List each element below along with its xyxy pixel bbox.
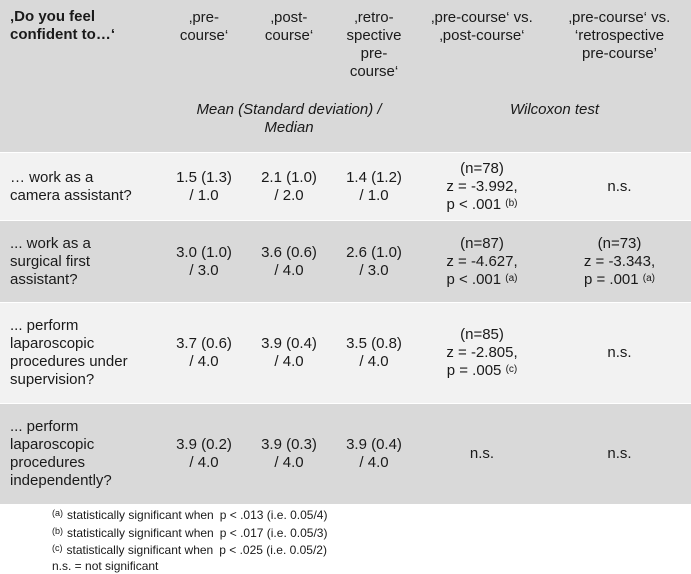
- table-row: [0, 404, 691, 504]
- header-pre-course: ‚pre- course‘: [162, 9, 246, 49]
- footnote-mark: (a): [643, 273, 655, 284]
- cell-post: 3.9 (0.4) / 4.0: [247, 303, 331, 403]
- header-pre-vs-post: ‚pre-course‘ vs. ‚post-course‘: [418, 9, 546, 49]
- table-header: [0, 0, 691, 152]
- footnote-mark: (b): [505, 198, 517, 209]
- cell-wilcoxon-pre-post: (n=78) z = -3.992, p < .001 $^{(b)}$: [418, 153, 546, 220]
- subheader-statistics: Mean (Standard deviation) / Median: [162, 101, 416, 137]
- cell-pre: 3.0 (1.0) / 3.0: [162, 221, 246, 302]
- footnote: $^{(b)}$ statistically significant when p < .017 (i.e. 0.05/3): [52, 524, 672, 542]
- cell-post: 3.9 (0.3) / 4.0: [247, 404, 331, 504]
- cell-retro: 1.4 (1.2) / 1.0: [332, 153, 416, 220]
- header-question: ‚Do you feel confident to…‘: [10, 8, 160, 48]
- not-significant-note: n.s. = not significant: [52, 559, 672, 574]
- subheader-test: Wilcoxon test: [418, 101, 691, 119]
- header-pre-vs-retrospective: ‚pre-course‘ vs. ‘retrospective pre-course’: [548, 9, 691, 67]
- cell-post: 3.6 (0.6) / 4.0: [247, 221, 331, 302]
- cell-retro: 3.5 (0.8) / 4.0: [332, 303, 416, 403]
- cell-wilcoxon-pre-retro: n.s.: [548, 303, 691, 403]
- footnote: $^{(a)}$ statistically significant when p < .013 (i.e. 0.05/4): [52, 506, 672, 524]
- footnote-mark: (a): [505, 273, 517, 284]
- table-row: [0, 153, 691, 220]
- cell-wilcoxon-pre-retro: (n=73) z = -3.343, p = .001 $^{(a)}$: [548, 221, 691, 302]
- table-row: [0, 221, 691, 302]
- row-question: ... work as a surgical first assistant?: [10, 221, 160, 302]
- cell-retro: 2.6 (1.0) / 3.0: [332, 221, 416, 302]
- cell-wilcoxon-pre-retro: n.s.: [548, 153, 691, 220]
- cell-pre: 1.5 (1.3) / 1.0: [162, 153, 246, 220]
- footnote: $^{(c)}$ statistically significant when p < .025 (i.e. 0.05/2): [52, 541, 672, 559]
- cell-pre: 3.7 (0.6) / 4.0: [162, 303, 246, 403]
- header-post-course: ‚post- course‘: [247, 9, 331, 49]
- footnote-mark: (c): [506, 364, 518, 375]
- row-question: … work as a camera assistant?: [10, 153, 160, 220]
- cell-post: 2.1 (1.0) / 2.0: [247, 153, 331, 220]
- row-question: ... perform laparoscopic procedures under supervision?: [10, 303, 160, 403]
- table-row: [0, 303, 691, 403]
- cell-wilcoxon-pre-post: (n=85) z = -2.805, p = .005 $^{(c)}$: [418, 303, 546, 403]
- row-question: ... perform laparoscopic procedures independently?: [10, 404, 160, 504]
- cell-wilcoxon-pre-post: (n=87) z = -4.627, p < .001 $^{(a)}$: [418, 221, 546, 302]
- cell-wilcoxon-pre-post: n.s.: [418, 404, 546, 504]
- table-footnotes: [52, 506, 672, 574]
- cell-wilcoxon-pre-retro: n.s.: [548, 404, 691, 504]
- cell-pre: 3.9 (0.2) / 4.0: [162, 404, 246, 504]
- cell-retro: 3.9 (0.4) / 4.0: [332, 404, 416, 504]
- header-retrospective: ‚retro- spective pre- course‘: [332, 9, 416, 85]
